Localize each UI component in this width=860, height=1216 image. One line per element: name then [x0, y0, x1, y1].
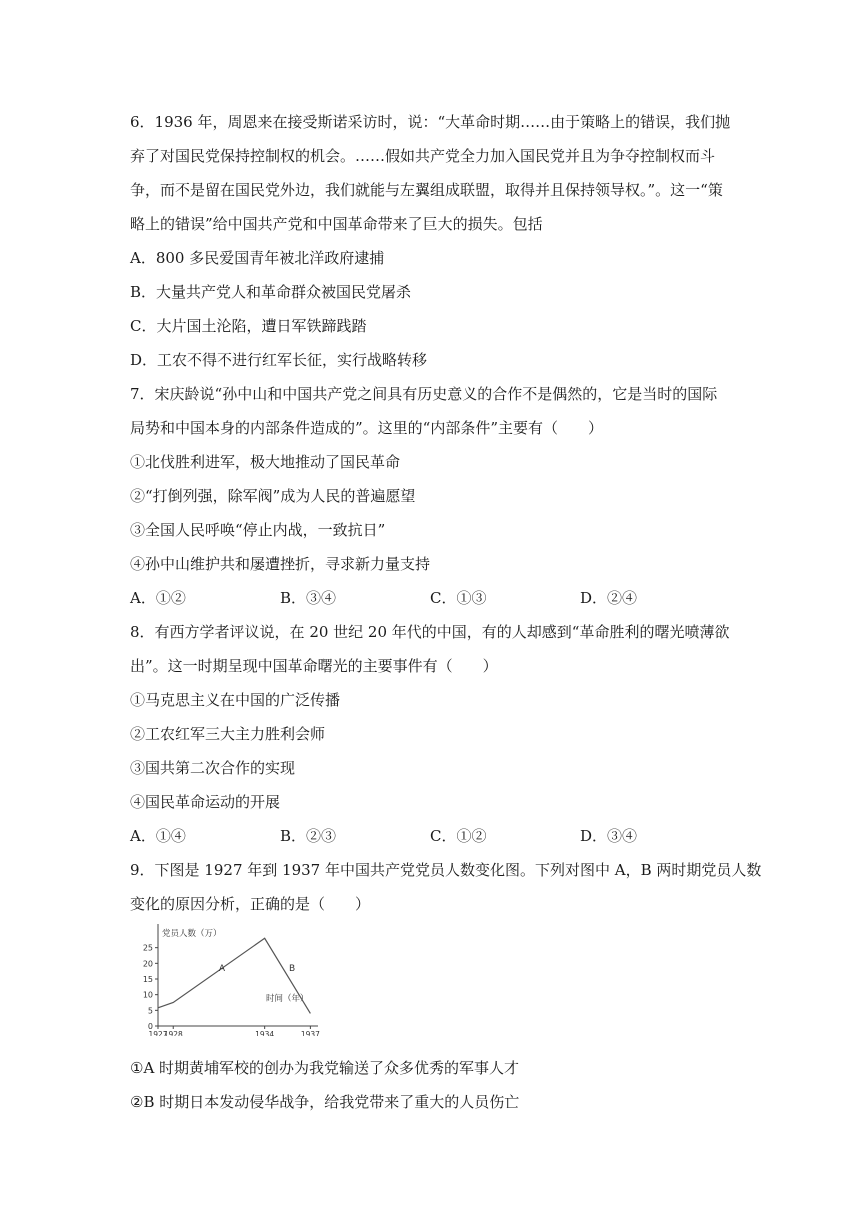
- q8-option-d: D．③④: [580, 827, 638, 845]
- x-tick-label: 1928: [163, 1030, 183, 1036]
- annotation-label: B: [289, 964, 296, 975]
- x-tick-label: 1937: [300, 1030, 320, 1036]
- party-membership-chart: [128, 914, 328, 1036]
- y-tick-label: 25: [142, 943, 153, 953]
- y-tick-label: 10: [142, 990, 153, 1000]
- q7-option-d: D．②④: [580, 589, 638, 607]
- q7-option-a: A．①②: [130, 589, 186, 607]
- annotation-label: A: [218, 964, 226, 975]
- q8-item-4: ④国民革命运动的开展: [130, 793, 281, 811]
- q6-option-c: C．大片国土沦陷，遭日军铁蹄践踏: [130, 317, 367, 335]
- q6-stem-line: 略上的错误”给中国共产党和中国革命带来了巨大的损失。包括: [130, 215, 543, 233]
- q6-option-b: B．大量共产党人和革命群众被国民党屠杀: [130, 283, 412, 301]
- q7-option-b: B．③④: [280, 589, 337, 607]
- q7-stem-line: 局势和中国本身的内部条件造成的”。这里的“内部条件”主要有（ ）: [130, 419, 604, 437]
- q8-stem-line: 出”。这一时期呈现中国革命曙光的主要事件有（ ）: [130, 657, 498, 675]
- x-tick-label: 1934: [255, 1030, 275, 1036]
- q7-stem-line: 7．宋庆龄说“孙中山和中国共产党之间具有历史意义的合作不是偶然的，它是当时的国际: [130, 385, 718, 403]
- q9-stem-line: 变化的原因分析，正确的是（ ）: [130, 895, 371, 913]
- q6-stem-line: 弃了对国民党保持控制权的机会。……假如共产党全力加入国民党并且为争夺控制权而斗: [130, 147, 716, 165]
- y-tick-label: 0: [147, 1022, 153, 1031]
- q9-item-1: ①A 时期黄埔军校的创办为我党输送了众多优秀的军事人才: [130, 1059, 520, 1077]
- q9-item-2: ②B 时期日本发动侵华战争，给我党带来了重大的人员伤亡: [130, 1093, 520, 1111]
- q9-stem-line: 9．下图是 1927 年到 1937 年中国共产党党员人数变化图。下列对图中 A，B 两时期党员人数: [130, 861, 762, 879]
- q6-option-d: D．工农不得不进行红军长征，实行战略转移: [130, 351, 428, 369]
- y-axis-label: 党员人数（万）: [162, 929, 222, 939]
- q8-option-b: B．②③: [280, 827, 337, 845]
- q8-option-c: C．①②: [430, 827, 487, 845]
- q6-stem-line: 争，而不是留在国民党外边，我们就能与左翼组成联盟，取得并且保持领导权。”。这一“策: [130, 181, 723, 199]
- x-axis-label: 时间（年）: [266, 994, 309, 1004]
- y-tick-label: 15: [142, 975, 153, 984]
- y-tick-label: 5: [147, 1006, 153, 1016]
- y-tick-label: 20: [142, 959, 153, 969]
- q7-option-c: C．①③: [430, 589, 487, 607]
- x-tick-label: 1927: [148, 1030, 168, 1036]
- q7-item-1: ①北伐胜利进军，极大地推动了国民革命: [130, 453, 401, 471]
- q8-item-1: ①马克思主义在中国的广泛传播: [130, 691, 341, 709]
- q8-stem-line: 8．有西方学者评议说，在 20 世纪 20 年代的中国，有的人却感到“革命胜利的曙光喷薄欲: [130, 623, 730, 641]
- q7-item-2: ②“打倒列强，除军阀”成为人民的普遍愿望: [130, 487, 416, 505]
- q6-stem-line: 6．1936 年，周恩来在接受斯诺采访时，说：“大革命时期……由于策略上的错误，我们抛: [130, 113, 731, 131]
- q7-item-4: ④孙中山维护共和屡遭挫折，寻求新力量支持: [130, 555, 431, 573]
- q7-item-3: ③全国人民呼唤“停止内战，一致抗日”: [130, 521, 386, 539]
- q6-option-a: A．800 多民爱国青年被北洋政府逮捕: [130, 249, 385, 267]
- q8-option-a: A．①④: [130, 827, 186, 845]
- q8-item-2: ②工农红军三大主力胜利会师: [130, 725, 326, 743]
- q8-item-3: ③国共第二次合作的实现: [130, 759, 296, 777]
